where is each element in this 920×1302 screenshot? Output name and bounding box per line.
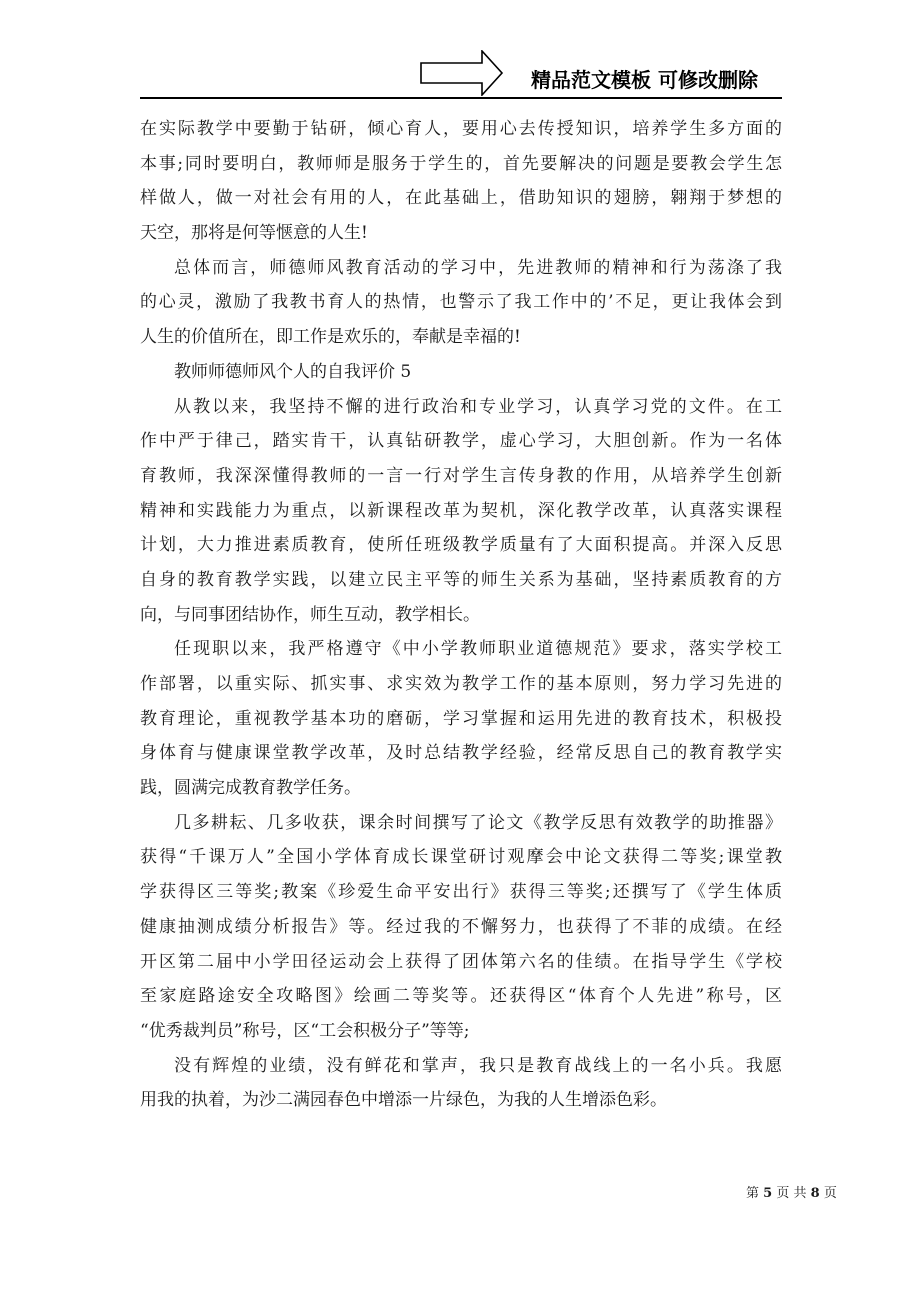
total-pages-number: 8 [810,1186,820,1201]
text-line: 精神和实践能力为重点，以新课程改革为契机，深化教学改革，认真落实课程 [140,500,782,521]
right-arrow-outline-icon [420,50,504,96]
text-line: 人生的价值所在，即工作是欢乐的，奉献是幸福的! [140,327,521,348]
text-line: “优秀裁判员”称号，区“工会积极分子”等等; [140,1020,470,1041]
text-line: 任现职以来，我严格遵守《中小学教师职业道德规范》要求，落实学校工 [174,639,782,660]
text-line: 开区第二届中小学田径运动会上获得了团体第六名的佳绩。在指导学生《学校 [140,951,782,972]
text-line: 健康抽测成绩分析报告》等。经过我的不懈努力，也获得了不菲的成绩。在经 [140,916,782,937]
text-line: 自身的教育教学实践，以建立民主平等的师生关系为基础，坚持素质教育的方 [140,569,782,590]
text-line: 身体育与健康课堂教学改革，及时总结教学经验，经常反思自己的教育教学实 [140,743,782,764]
page-header [0,0,920,100]
text-line: 用我的执着，为沙二满园春色中增添一片绿色，为我的人生增添色彩。 [140,1090,667,1111]
text-line: 学获得区三等奖;教案《珍爱生命平安出行》获得三等奖;还撰写了《学生体质 [140,882,782,903]
header-title: 精品范文模板 可修改删除 [531,68,758,92]
text-line: 作部署，以重实际、抓实事、求实效为教学工作的基本原则，努力学习先进的 [140,674,782,694]
footer-suffix: 页 [823,1186,837,1201]
header-divider [140,97,782,99]
section-heading: 教师师德师风个人的自我评价 5 [174,361,412,382]
text-line: 践，圆满完成教育教学任务。 [140,778,361,799]
text-line: 在实际教学中要勤于钻研，倾心育人，要用心去传授知识，培养学生多方面的 [140,119,782,139]
text-line: 的心灵，激励了我教书育人的热情，也警示了我工作中的’不足，更让我体会到 [140,292,782,313]
text-line: 育教师，我深深懂得教师的一言一行对学生言传身教的作用，从培养学生创新 [140,465,782,486]
text-line: 作中严于律己，踏实肯干，认真钻研教学，虚心学习，大胆创新。作为一名体 [140,431,782,452]
text-line: 天空，那将是何等惬意的人生! [140,223,368,244]
text-line: 几多耕耘、几多收获，课余时间撰写了论文《教学反思有效教学的助推器》 [174,812,782,833]
text-line: 计划，大力推进素质教育，使所任班级教学质量有了大面积提高。并深入反思 [140,535,782,556]
text-line: 本事;同时要明白，教师师是服务于学生的，首先要解决的问题是要教会学生怎 [140,153,782,174]
text-line: 向，与同事团结协作，师生互动，教学相长。 [140,604,480,625]
page-footer [746,1182,837,1201]
text-line: 至家庭路途安全攻略图》绘画二等奖等。还获得区“体育个人先进”称号，区 [140,986,782,1007]
text-line: 获得“千课万人”全国小学体育成长课堂研讨观摩会中论文获得二等奖;课堂教 [140,847,782,868]
text-line: 教育理论，重视教学基本功的磨砺，学习掌握和运用先进的教育技术，积极投 [140,708,782,729]
footer-prefix: 第 [746,1186,760,1201]
text-line: 样做人，做一对社会有用的人，在此基础上，借助知识的翅膀，翱翔于梦想的 [140,188,782,209]
text-line: 从教以来，我坚持不懈的进行政治和专业学习，认真学习党的文件。在工 [174,396,782,417]
document-body [140,112,782,1118]
text-line: 总体而言，师德师风教育活动的学习中，先进教师的精神和行为荡涤了我 [174,257,782,278]
text-line: 没有辉煌的业绩，没有鲜花和掌声，我只是教育战线上的一名小兵。我愿 [174,1055,782,1076]
current-page-number: 5 [763,1186,773,1201]
footer-middle: 页 共 [776,1186,807,1201]
